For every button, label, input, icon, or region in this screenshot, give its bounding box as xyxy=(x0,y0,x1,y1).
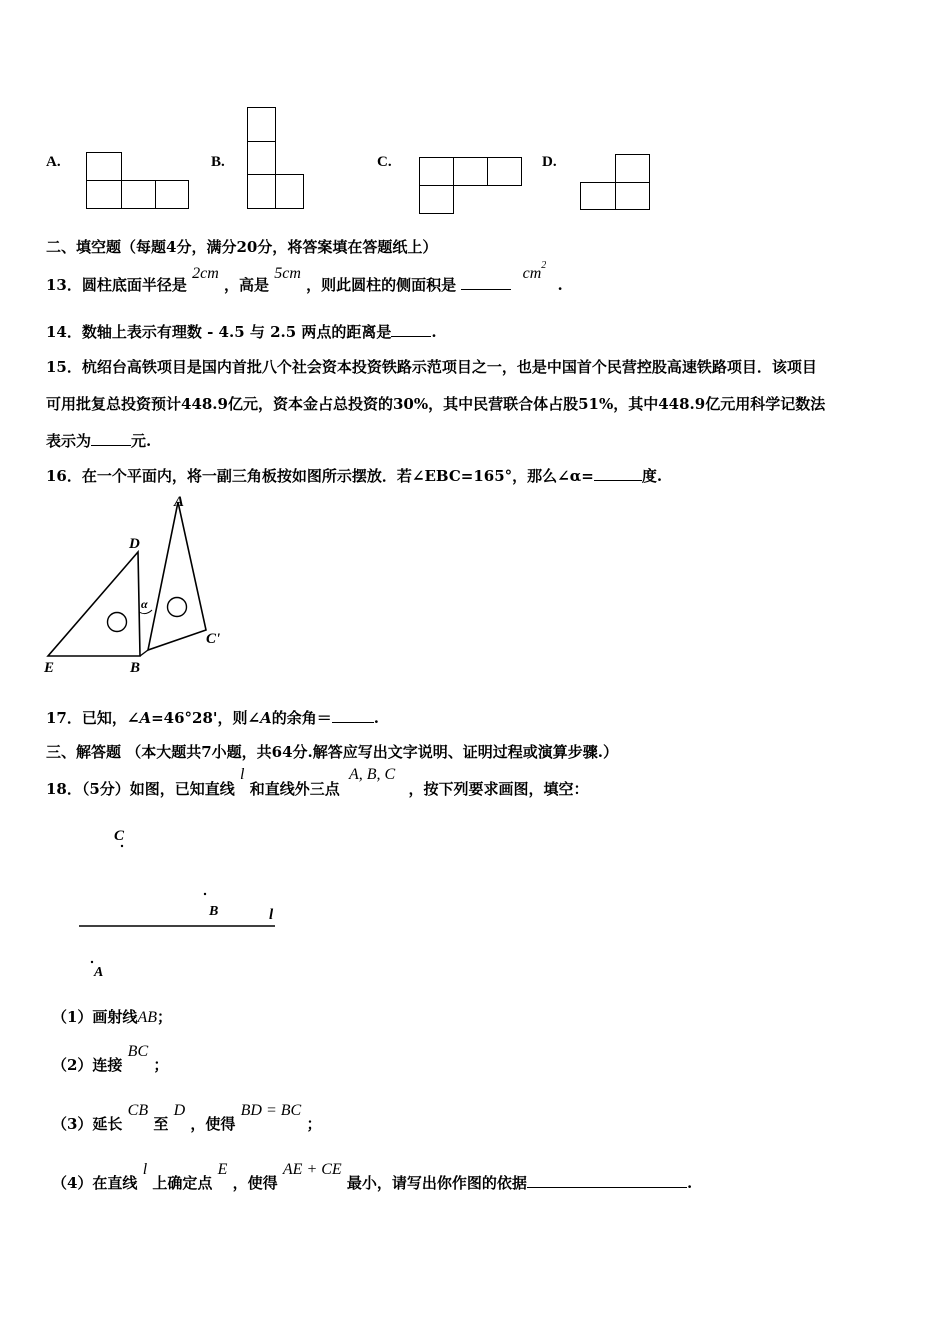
q14-answer-blank[interactable] xyxy=(391,322,431,337)
option-c-label: C. xyxy=(377,154,392,170)
label-e: E xyxy=(44,660,55,676)
label-d: D xyxy=(129,536,140,552)
option-d-label: D. xyxy=(542,154,557,170)
q15-answer-blank[interactable] xyxy=(91,431,131,446)
section2-heading: 二、填空题（每题4分，满分20分，将答案填在答题纸上） xyxy=(46,238,438,256)
question-13: 13．圆柱底面半径是 2cm ，高是 5cm ，则此圆柱的侧面积是 $cm^2$ . xyxy=(46,260,563,294)
q13-answer-blank[interactable] xyxy=(461,275,511,290)
section3-heading: 三、解答题 （本大题共7小题，共64分.解答应写出文字说明、证明过程或演算步骤.） xyxy=(46,743,618,761)
q16-triangle-figure xyxy=(40,490,240,680)
point-a-label: A xyxy=(94,965,104,980)
question-17: 17．已知，∠A=46°28'，则∠A的余角＝ . xyxy=(46,709,379,727)
q18-step-1: （1）画射线AB； xyxy=(52,1008,173,1026)
question-15-line1: 15．杭绍台高铁项目是国内首批八个社会资本投资铁路示范项目之一，也是中国首个民营控股高速铁路项目．该项目 xyxy=(46,358,817,376)
q13-radius: 2cm xyxy=(192,265,219,282)
question-15-line3: 表示为 元. xyxy=(46,432,152,450)
question-18: 18．（5分）如图，已知直线 l 和直线外三点 A, B, C ，按下列要求画图，填空： xyxy=(46,766,589,798)
q18-line-points-figure xyxy=(70,820,300,985)
question-16: 16．在一个平面内，将一副三角板按如图所示摆放．若∠EBC=165°，那么∠α= 度. xyxy=(46,467,663,485)
point-c-label: C xyxy=(114,828,125,844)
label-c-prime: C' xyxy=(206,631,221,647)
option-a-label: A. xyxy=(46,154,61,170)
point-b-label: B xyxy=(209,904,219,919)
q18-step-3: （3）延长 CB 至 D ，使得 BD = BC ； xyxy=(52,1102,322,1133)
q18-step-4: （4）在直线 l 上确定点 E ，使得 AE + CE 最小，请写出你作图的依据 . xyxy=(52,1161,693,1192)
label-alpha: α xyxy=(141,597,148,611)
question-15-line2: 可用批复总投资预计448.9亿元，资本金占总投资的30%，其中民营联合体占股51%，其中448.9亿元用科学记数法 xyxy=(46,395,826,413)
q18-answer-blank[interactable] xyxy=(527,1173,687,1188)
q13-height: 5cm xyxy=(274,265,301,282)
q13-unit: $cm^2$ xyxy=(522,260,547,282)
q16-answer-blank[interactable] xyxy=(594,466,642,481)
q17-answer-blank[interactable] xyxy=(332,708,374,723)
label-a: A xyxy=(174,494,185,510)
option-b-label: B. xyxy=(211,154,225,170)
line-l-label: l xyxy=(269,907,274,923)
question-14: 14．数轴上表示有理数 - 4.5 与 2.5 两点的距离是 . xyxy=(46,323,437,341)
label-b: B xyxy=(130,660,141,676)
q18-step-2: （2）连接 BC ； xyxy=(52,1043,169,1074)
